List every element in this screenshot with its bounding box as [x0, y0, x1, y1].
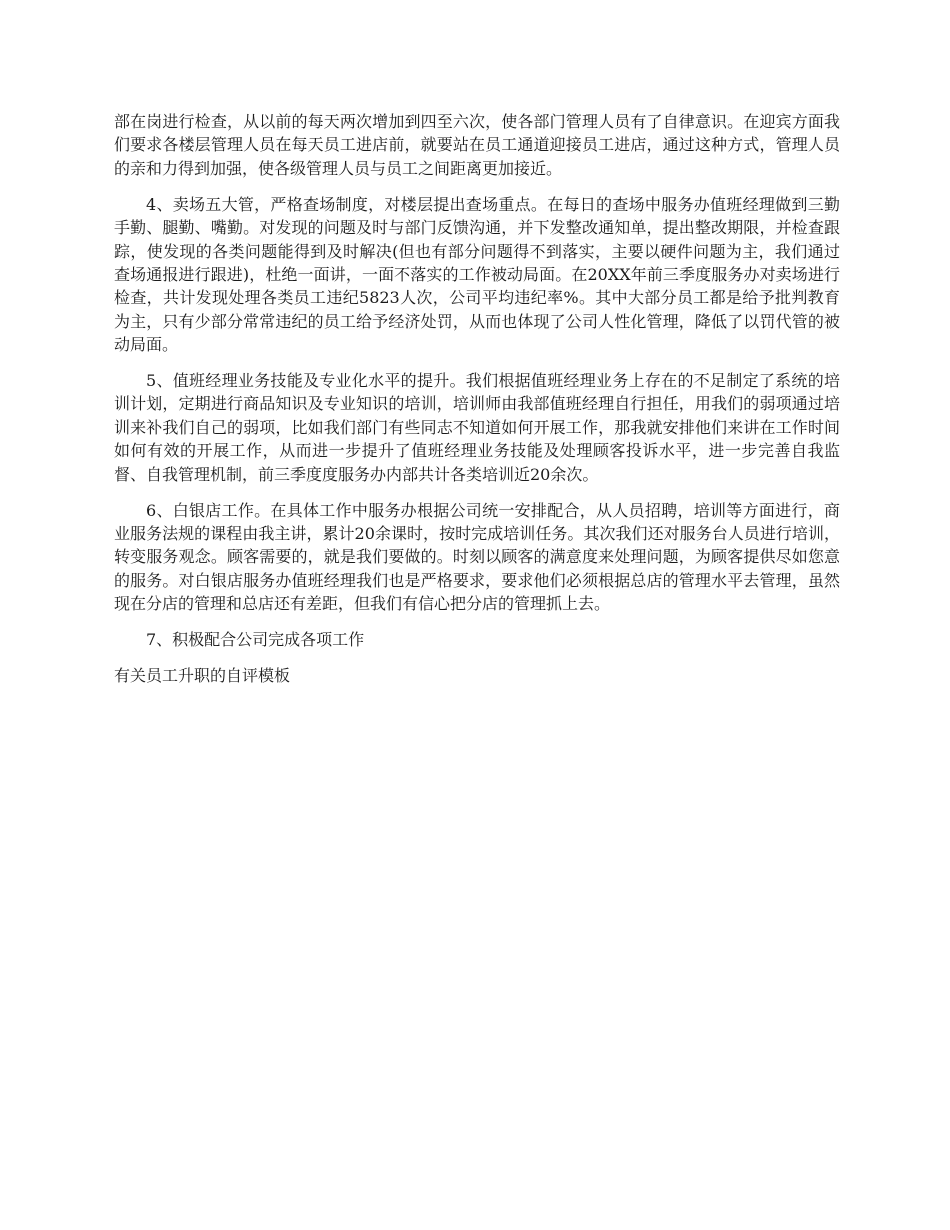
paragraph-item-6: 6、白银店工作。在具体工作中服务办根据公司统一安排配合，从人员招聘，培训等方面进行，商业服务法规的课程由我主讲，累计20余课时，按时完成培训任务。其次我们还对服务台人员进行培训，转变服务观念。顾客需要的，就是我们要做的。时刻以顾客的满意度来处理问题，为顾客提供尽如您意的服务。对白银店服务办值班经理我们也是严格要求，要求他们必须根据总店的管理水平去管理，虽然现在分店的管理和总店还有差距，但我们有信心把分店的管理抓上去。	[114, 500, 840, 614]
paragraph-item-5: 5、值班经理业务技能及专业化水平的提升。我们根据值班经理业务上存在的不足制定了系统的培训计划，定期进行商品知识及专业知识的培训，培训师由我部值班经理自行担任，用我们的弱项通过培训来补我们自己的弱项，比如我们部门有些同志不知道如何开展工作，那我就安排他们来讲在工作时间如何有效的开展工作，从而进一步提升了值班经理业务技能及处理顾客投诉水平，进一步完善自我监督、自我管理机制，前三季度度服务办内部共计各类培训近20余次。	[114, 371, 840, 484]
paragraph-item-4: 4、卖场五大管，严格查场制度，对楼层提出查场重点。在每日的查场中服务办值班经理做到三勤手勤、腿勤、嘴勤。对发现的问题及时与部门反馈沟通，并下发整改通知单，提出整改期限，并检查跟踪，使发现的各类问题能得到及时解决(但也有部分问题得不到落实，主要以硬件问题为主，我们通过查场通报进行跟进)，杜绝一面讲，一面不落实的工作被动局面。在20XX年前三季度服务办对卖场进行检查，共计发现处理各类员工违纪5823人次，公司平均违纪率%。其中大部分员工都是给予批判教育为主，只有少部分常常违纪的员工给予经济处罚，从而也体现了公司人性化管理，降低了以罚代管的被动局面。	[114, 194, 840, 355]
paragraph-continuation: 部在岗进行检查，从以前的每天两次增加到四至六次，使各部门管理人员有了自律意识。在迎宾方面我们要求各楼层管理人员在每天员工进店前，就要站在员工通道迎接员工进店，通过这种方式，管理人员的亲和力得到加强，使各级管理人员与员工之间距离更加接近。	[114, 112, 840, 178]
paragraph-item-7: 7、积极配合公司完成各项工作	[146, 630, 365, 650]
section-heading: 有关员工升职的自评模板	[114, 666, 291, 686]
document-page	[114, 110, 840, 687]
